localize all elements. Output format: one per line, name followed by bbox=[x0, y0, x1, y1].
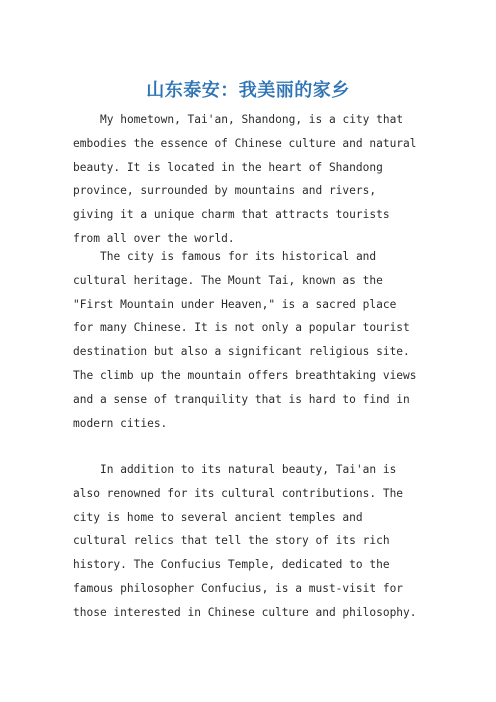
paragraph-1: My hometown, Tai'an, Shandong, is a city that embodies the essence of Chinese culture and natural beauty. It is located in the heart of Shandong province, surrounded by mountains and rivers, giving it a unique charm that attracts tourists from all over the world. bbox=[73, 113, 417, 245]
document-title: 山东泰安：我美丽的家乡 bbox=[146, 80, 350, 101]
paragraph-2: The city is famous for its historical and cultural heritage. The Mount Tai, known as the "First Mountain under Heaven," is a sacred place for many Chinese. It is not only a popular tourist destination but also a significant religious site. The climb up the mountain offers breathtaking views and a sense of tranquility that is hard to find in modern cities. bbox=[73, 250, 417, 430]
paragraph-3: In addition to its natural beauty, Tai'an is also renowned for its cultural contributions. The city is home to several ancient temples and cultural relics that tell the story of its rich history. The Confucius Temple, dedicated to the famous philosopher Confucius, is a must-visit for those interested in Chinese culture and philosophy. bbox=[73, 463, 417, 619]
